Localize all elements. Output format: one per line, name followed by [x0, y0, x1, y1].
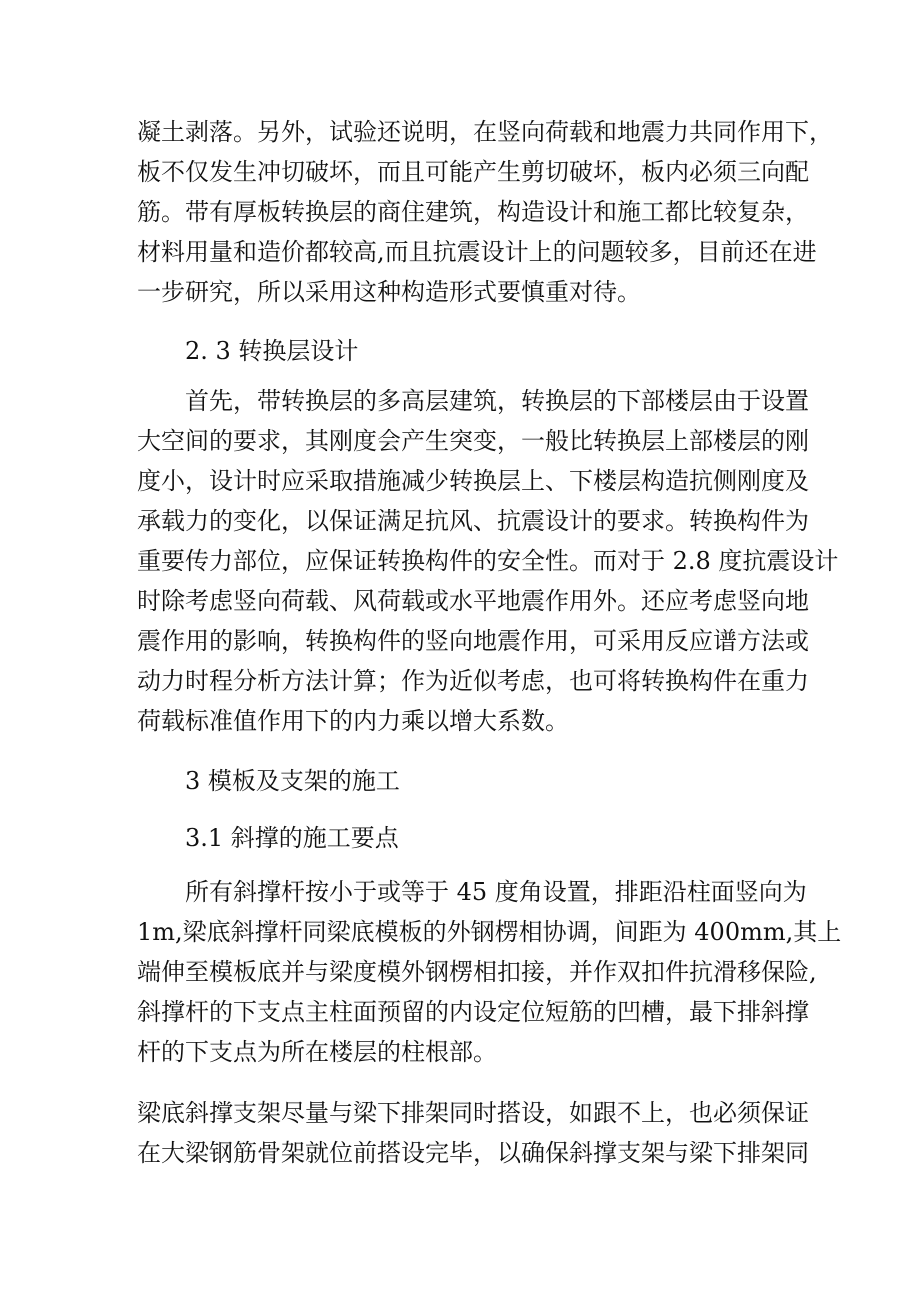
paragraph-line	[0, 1136, 920, 1170]
text-line: 筋。带有厚板转换层的商住建筑，构造设计和施工都比较复杂，	[137, 198, 809, 226]
text-line: 震作用的影响，转换构件的竖向地震作用，可采用反应谱方法或	[137, 627, 809, 655]
text-line: 端伸至模板底并与梁度模外钢楞相扣接，并作双扣件抗滑移保险,	[137, 958, 817, 986]
text-line: 杆的下支点为所在楼层的柱根部。	[137, 1038, 497, 1066]
paragraph-line	[0, 1035, 920, 1069]
text-line: 度小，设计时应采取措施减少转换层上、下楼层构造抗侧刚度及	[137, 467, 809, 495]
text-line: 在大梁钢筋骨架就位前搭设完毕，以确保斜撑支架与梁下排架同	[137, 1139, 809, 1167]
text-line: 时除考虑竖向荷载、风荷载或水平地震作用外。还应考虑竖向地	[137, 587, 809, 615]
paragraph-line	[0, 155, 920, 189]
text-line: 重要传力部位，应保证转换构件的安全性。而对于 2.8 度抗震设计	[137, 547, 839, 575]
text-line: 梁底斜撑支架尽量与梁下排架同时搭设，如跟不上，也必须保证	[137, 1099, 809, 1127]
paragraph-line	[0, 875, 920, 909]
subsection-heading	[0, 821, 920, 855]
text-line: 斜撑杆的下支点主柱面预留的内设定位短筋的凹槽，最下排斜撑	[137, 998, 809, 1026]
paragraph-line	[0, 915, 920, 949]
section-heading	[0, 334, 920, 368]
text-line: 荷载标准值作用下的内力乘以增大系数。	[137, 707, 569, 735]
text-line: 动力时程分析方法计算；作为近似考虑，也可将转换构件在重力	[137, 667, 809, 695]
paragraph-line	[0, 195, 920, 229]
paragraph-line	[0, 115, 920, 149]
text-line: 首先，带转换层的多高层建筑，转换层的下部楼层由于设置	[185, 387, 809, 415]
paragraph-line	[0, 384, 920, 418]
text-line: 所有斜撑杆按小于或等于 45 度角设置，排距沿柱面竖向为	[185, 878, 807, 906]
paragraph-line	[0, 424, 920, 458]
paragraph-line	[0, 624, 920, 658]
heading-text: 2. 3 转换层设计	[185, 337, 359, 365]
section-heading	[0, 764, 920, 798]
paragraph-line	[0, 704, 920, 738]
heading-text: 3 模板及支架的施工	[185, 767, 400, 795]
paragraph-line	[0, 464, 920, 498]
text-line: 板不仅发生冲切破坏，而且可能产生剪切破坏，板内必须三向配	[137, 158, 809, 186]
paragraph-line	[0, 584, 920, 618]
paragraph-line	[0, 995, 920, 1029]
text-line: 一步研究，所以采用这种构造形式要慎重对待。	[137, 278, 641, 306]
text-line: 大空间的要求，其刚度会产生突变，一般比转换层上部楼层的刚	[137, 427, 809, 455]
paragraph-line	[0, 664, 920, 698]
paragraph-line	[0, 955, 920, 989]
text-line: 材料用量和造价都较高,而且抗震设计上的问题较多，目前还在进	[137, 238, 817, 266]
paragraph-line	[0, 275, 920, 309]
paragraph-line	[0, 504, 920, 538]
text-line: 承载力的变化，以保证满足抗风、抗震设计的要求。转换构件为	[137, 507, 809, 535]
paragraph-line	[0, 235, 920, 269]
heading-text: 3.1 斜撑的施工要点	[185, 824, 399, 852]
text-line: 凝土剥落。另外，试验还说明，在竖向荷载和地震力共同作用下，	[137, 118, 833, 146]
paragraph-line	[0, 544, 920, 578]
paragraph-line	[0, 1096, 920, 1130]
text-line: 1m,梁底斜撑杆同梁底模板的外钢楞相协调，间距为 400mm,其上	[137, 918, 842, 946]
